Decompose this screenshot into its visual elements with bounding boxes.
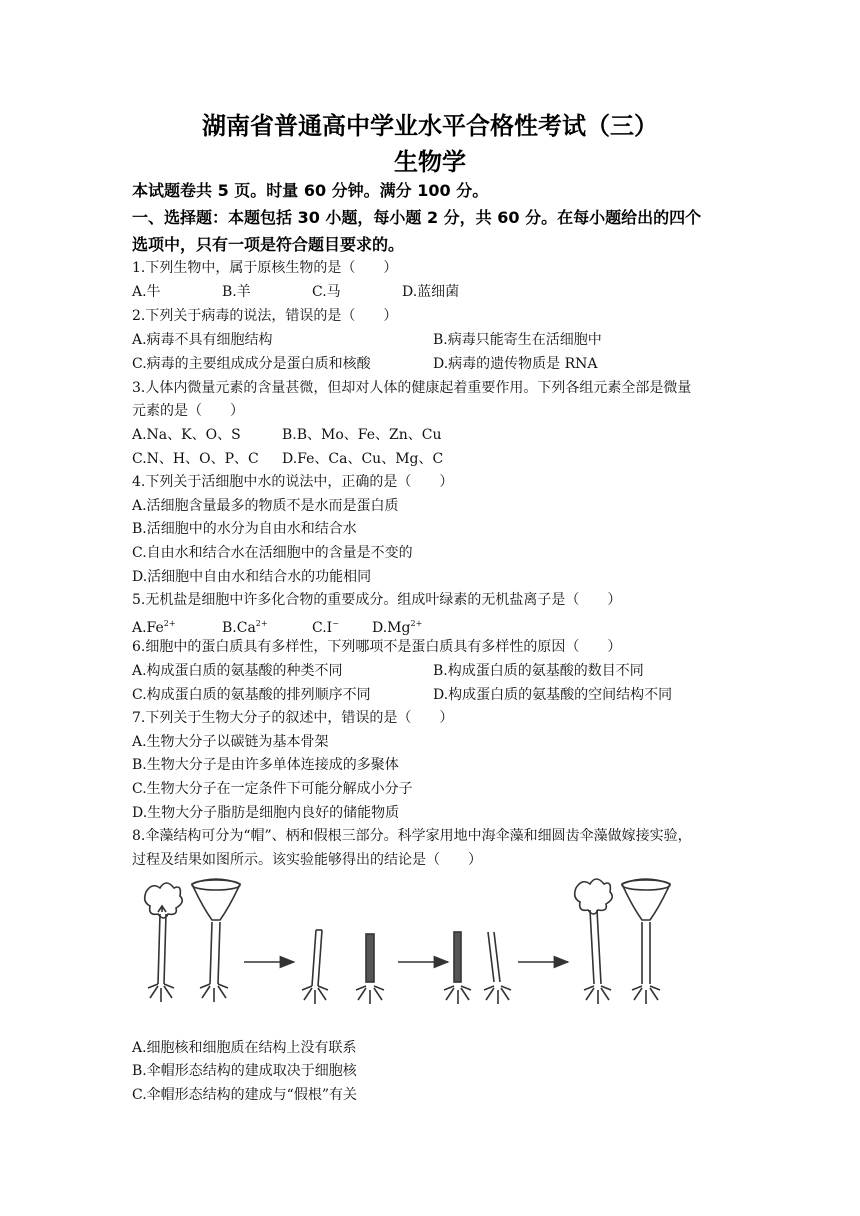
q6-stem: 6.细胞中的蛋白质具有多样性，下列哪项不是蛋白质具有多样性的原因（ ） — [132, 639, 622, 655]
q1-option-d: D.蓝细菌 — [402, 284, 460, 300]
plant-grafted-b — [484, 932, 511, 1004]
exam-intro: 本试题卷共 5 页。时量 60 分钟。满分 100 分。 — [132, 181, 489, 200]
q3-stem-line1: 3.人体内微量元素的含量甚微，但却对人体的健康起着重要作用。下列各组元素全部是微量 — [132, 380, 692, 396]
plant-regenerated-trumpet — [622, 879, 670, 1004]
q2-option-b: B.病毒只能寄生在活细胞中 — [433, 332, 602, 348]
q4-option-b: B.活细胞中的水分为自由水和结合水 — [132, 521, 357, 537]
q7-option-d: D.生物大分子脂肪是细胞内良好的储能物质 — [132, 805, 400, 821]
q2-option-a: A.病毒不具有细胞结构 — [132, 332, 273, 348]
plant-trumpet-cap — [192, 879, 240, 1002]
q3-option-b: B.B、Mo、Fe、Zn、Cu — [282, 427, 442, 443]
q3-stem-line2: 元素的是（ ） — [132, 403, 244, 419]
q3-option-a: A.Na、K、O、S — [132, 427, 241, 443]
section-heading-line1: 一、选择题：本题包括 30 小题，每小题 2 分，共 60 分。在每小题给出的四个 — [132, 208, 702, 227]
q8-stem-line2: 过程及结果如图所示。该实验能够得出的结论是（ ） — [132, 852, 482, 868]
plant-stem-cut-a — [302, 930, 328, 1004]
q5-stem: 5.无机盐是细胞中许多化合物的重要成分。组成叶绿素的无机盐离子是（ ） — [132, 592, 622, 608]
plant-lobed-cap — [145, 883, 183, 1002]
q1-stem: 1.下列生物中，属于原核生物的是（ ） — [132, 260, 398, 276]
q4-option-a: A.活细胞含量最多的物质不是水而是蛋白质 — [132, 498, 399, 514]
q8-option-b: B.伞帽形态结构的建成取决于细胞核 — [132, 1063, 357, 1079]
q7-stem: 7.下列关于生物大分子的叙述中，错误的是（ ） — [132, 710, 454, 726]
q7-option-b: B.生物大分子是由许多单体连接成的多聚体 — [132, 757, 399, 773]
q6-option-b: B.构成蛋白质的氨基酸的数目不同 — [433, 663, 644, 679]
q7-option-a: A.生物大分子以碳链为基本骨架 — [132, 734, 329, 750]
q6-option-c: C.构成蛋白质的氨基酸的排列顺序不同 — [132, 687, 371, 703]
q6-option-d: D.构成蛋白质的氨基酸的空间结构不同 — [433, 687, 673, 703]
q8-option-c: C.伞帽形态结构的建成与“假根”有关 — [132, 1087, 357, 1103]
q2-stem: 2.下列关于病毒的说法，错误的是（ ） — [132, 308, 398, 324]
q8-option-a: A.细胞核和细胞质在结构上没有联系 — [132, 1040, 357, 1056]
q5-option-a: $A.Fe^{2+}$ — [132, 619, 176, 636]
q3-option-c: C.N、H、O、P、C — [132, 451, 259, 467]
q6-option-a: A.构成蛋白质的氨基酸的种类不同 — [132, 663, 343, 679]
q5-option-d: $D.Mg^{2+}$ — [372, 619, 423, 636]
q3-option-d: D.Fe、Ca、Cu、Mg、C — [282, 451, 444, 467]
q8-stem-line1: 8.伞藻结构可分为“帽”、柄和假根三部分。科学家用地中海伞藻和细圆齿伞藻做嫁接实验， — [132, 828, 692, 844]
q4-stem: 4.下列关于活细胞中水的说法中，正确的是（ ） — [132, 474, 454, 490]
q2-option-d: D.病毒的遗传物质是 RNA — [433, 356, 598, 372]
plant-regenerated-lobed — [575, 879, 613, 1004]
section-heading-line2: 选项中，只有一项是符合题目要求的。 — [132, 235, 405, 254]
q7-option-c: C.生物大分子在一定条件下可能分解成小分子 — [132, 781, 413, 797]
exam-title: 湖南省普通高中学业水平合格性考试（三） — [202, 112, 658, 140]
q5-option-b: $B.Ca^{2+}$ — [222, 619, 268, 636]
q4-option-c: C.自由水和结合水在活细胞中的含量是不变的 — [132, 545, 413, 561]
q1-option-c: C.马 — [312, 284, 341, 300]
q2-option-c: C.病毒的主要组成成分是蛋白质和核酸 — [132, 356, 371, 372]
q5-option-c: C.I− — [312, 619, 339, 636]
q1-option-a: A.牛 — [132, 284, 161, 300]
algae-grafting-diagram — [132, 874, 692, 1034]
plant-grafted-a — [444, 932, 471, 1004]
plant-stem-cut-b — [356, 934, 384, 1004]
q1-option-b: B.羊 — [222, 284, 251, 300]
subject-title: 生物学 — [394, 148, 466, 176]
q4-option-d: D.活细胞中自由水和结合水的功能相同 — [132, 569, 372, 585]
